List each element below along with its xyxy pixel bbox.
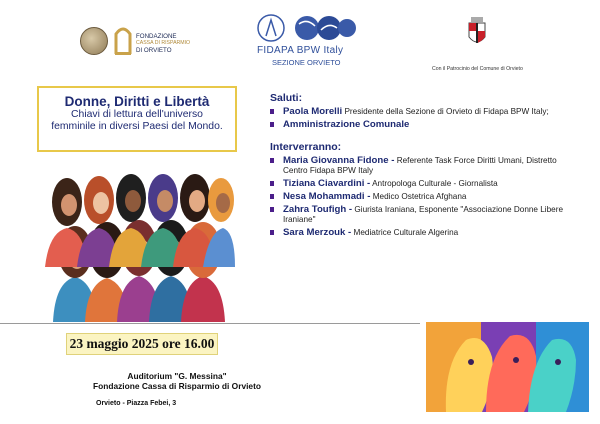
bullet-icon [270,194,274,199]
bullet-icon [270,207,274,212]
foundation-name: FONDAZIONE [136,33,177,40]
event-title-box [37,86,237,152]
fidapa-section: SEZIONE ORVIETO [272,58,341,67]
event-venue [72,371,282,391]
event-date: 23 maggio 2025 ore 16.00 [66,333,218,355]
speaker-name: Amministrazione Comunale [283,119,410,130]
venue-line1: Auditorium "G. Messina" [127,371,227,381]
bullet-icon [270,181,274,186]
foundation-arch-logo [113,22,133,56]
faces-illustration [426,322,589,412]
speaker-item [270,156,570,176]
women-illustration [45,172,235,322]
event-subtitle-line2: femminile in diversi Paesi del Mondo. [51,120,223,132]
speaker-role: Medico Ostetrica Afghana [370,192,467,201]
speaker-name: Zahra Toufigh - [283,204,353,215]
saluti-heading: Saluti: [270,92,303,104]
section-divider [0,323,420,324]
speaker-item [270,107,570,117]
venue-line2: Fondazione Cassa di Risparmio di Orvieto [93,381,261,391]
speaker-role: Giurista Iraniana, Esponente "Associazione Donne Libere Iraniane" [283,205,564,224]
speaker-item [270,228,570,238]
bullet-icon [270,230,274,235]
program [270,92,570,238]
fidapa-bpw-logo [257,14,357,44]
speaker-item [270,192,570,202]
speaker-name: Nesa Mohammadi - [283,191,371,202]
speaker-name: Maria Giovanna Fidone - [283,155,395,166]
bullet-icon [270,158,274,163]
event-title: Donne, Diritti e Libertà [64,94,210,109]
speaker-item [270,205,570,225]
event-subtitle-line1: Chiavi di lettura dell'universo [71,109,203,120]
speaker-role: Antropologa Culturale - Giornalista [370,179,498,188]
foundation-sub: CASSA DI RISPARMIO [136,40,191,46]
orvieto-crest-icon [468,17,486,47]
foundation-city: DI ORVIETO [136,47,172,54]
speaker-role: Referente Task Force Diritti Umani, Distretto Centro Fidapa BPW Italy [283,156,557,175]
speaker-item [270,120,570,130]
interverranno-heading: Interverranno: [270,141,342,153]
foundation-logo-text [136,33,190,54]
speaker-role: Presidente della Sezione di Orvieto di Fidapa BPW Italy; [342,107,549,116]
bullet-icon [270,109,274,114]
event-address: Orvieto - Piazza Febei, 3 [96,400,177,407]
speaker-name: Tiziana Ciavardini - [283,178,371,189]
patrocinio-note: Con il Patrocinio del Comune di Orvieto [432,66,523,72]
speaker-item [270,179,570,189]
speaker-role: Mediatrice Culturale Algerina [351,228,459,237]
speaker-name: Sara Merzouk - [283,227,352,238]
foundation-seal-icon [80,27,108,55]
fidapa-name: FIDAPA BPW Italy [257,45,344,56]
speaker-name: Paola Morelli [283,106,343,117]
bullet-icon [270,122,274,127]
